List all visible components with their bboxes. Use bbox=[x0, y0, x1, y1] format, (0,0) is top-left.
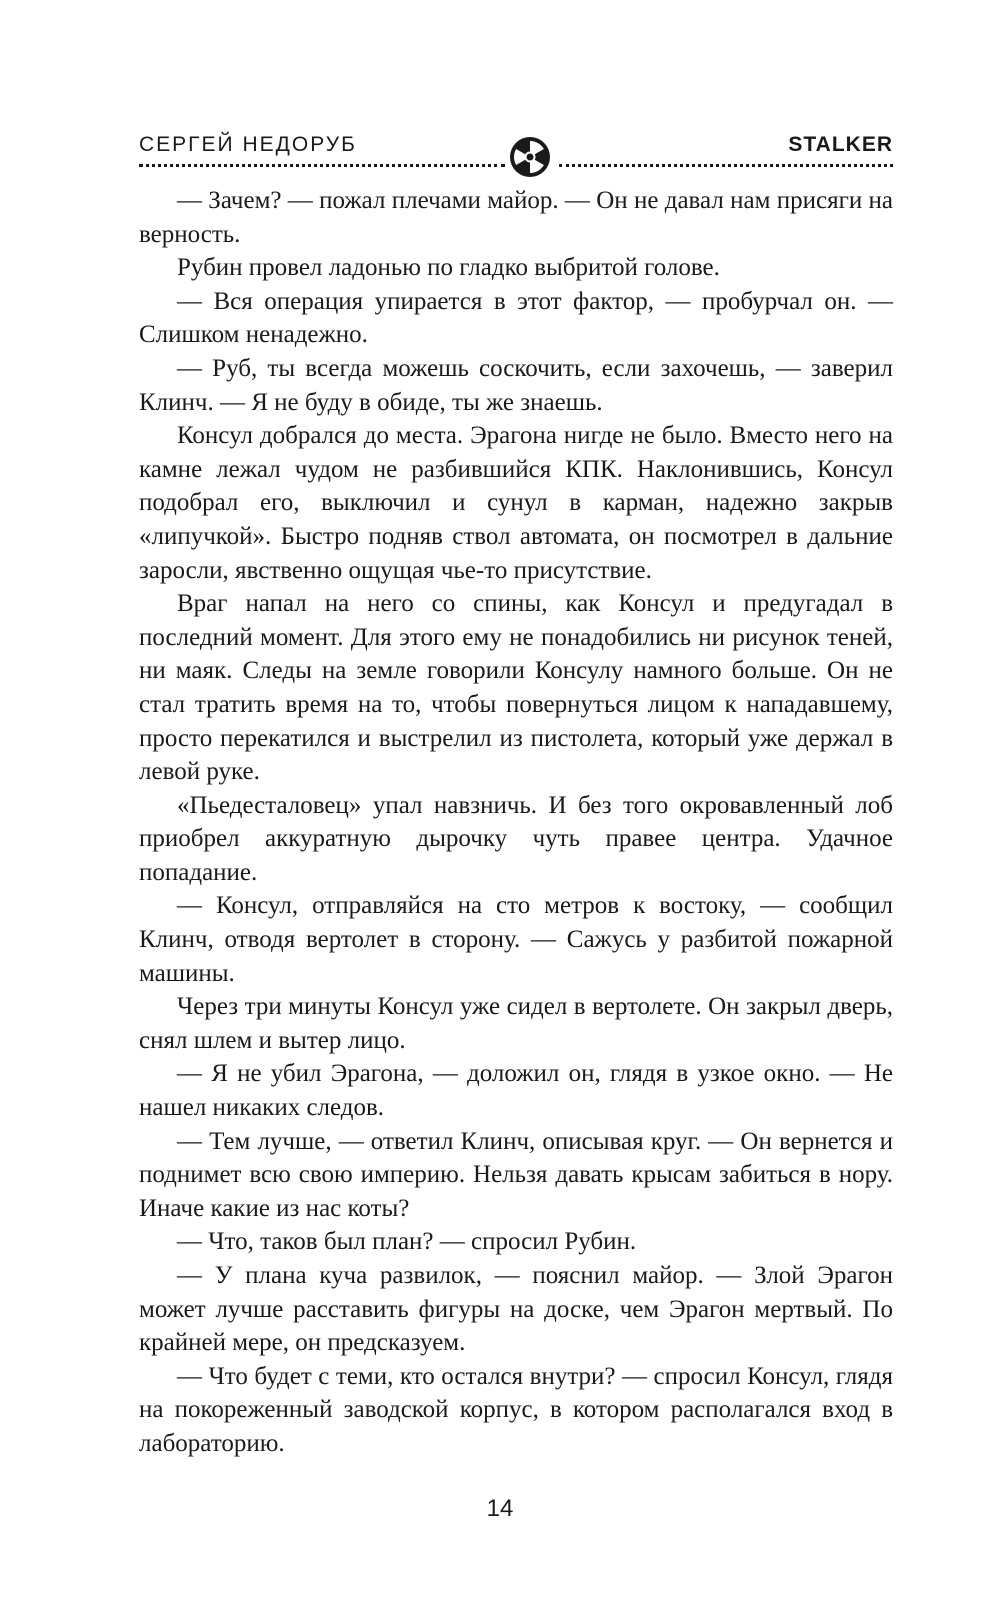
header-dotted-rule-right bbox=[559, 164, 893, 167]
paragraph: Враг напал на него со спины, как Консул и предугадал в последний момент. Для этого ему не понадобились ни рисунок теней, ни маяк. Следы на земле говорили Консулу намного больше. Он не стал тратить время на то, чтобы повернуться лицом к нападавшему, просто перекатился и выстрелил из пистолета, который уже держал в левой руке. bbox=[139, 590, 893, 786]
paragraph: — Что, таков был план? — спросил Рубин. bbox=[177, 1228, 637, 1256]
paragraph: — Вся операция упирается в этот фактор, — пробурчал он. — Слишком ненадежно. bbox=[139, 287, 893, 349]
radiation-icon bbox=[509, 136, 551, 178]
body-text bbox=[139, 184, 893, 1461]
page-number: 14 bbox=[486, 1495, 514, 1522]
paragraph: — Руб, ты всегда можешь соскочить, если захочешь, — заверил Клинч. — Я не буду в обиде, ты же знаешь. bbox=[139, 354, 893, 416]
paragraph: Консул добрался до места. Эрагона нигде не было. Вместо него на камне лежал чудом не разбившийся КПК. Наклонившись, Консул подобрал его, выключил и сунул в карман, надежно закрыв «липучкой». Быстро подняв ствол автомата, он посмотрел в дальние заросли, явственно ощущая чье-то присутствие. bbox=[139, 422, 893, 584]
paragraph: — У плана куча развилок, — пояснил майор. — Злой Эрагон может лучше расставить фигуры на доске, чем Эрагон мертвый. По крайней мере, он предсказуем. bbox=[139, 1262, 893, 1357]
paragraph: Рубин провел ладонью по гладко выбритой голове. bbox=[177, 254, 720, 282]
paragraph: — Я не убил Эрагона, — доложил он, глядя в узкое окно. — Не нашел никаких следов. bbox=[139, 1060, 893, 1122]
paragraph: Через три минуты Консул уже сидел в вертолете. Он закрыл дверь, снял шлем и вытер лицо. bbox=[139, 993, 893, 1054]
paragraph: — Зачем? — пожал плечами майор. — Он не давал нам присяги на верность. bbox=[139, 187, 893, 248]
paragraph: — Тем лучше, — ответил Клинч, описывая круг. — Он вернется и поднимет всю свою империю. Нельзя давать крысам забиться в нору. Иначе какие из нас коты? bbox=[139, 1127, 893, 1222]
paragraph: — Что будет с теми, кто остался внутри? — спросил Консул, глядя на покореженный заводской корпус, в котором располагался вход в лабораторию. bbox=[139, 1362, 893, 1457]
author-name: СЕРГЕЙ НЕДОРУБ bbox=[139, 133, 357, 156]
running-header bbox=[139, 133, 893, 175]
series-title: STALKER bbox=[788, 133, 893, 156]
paragraph: — Консул, отправляйся на сто метров к востоку, — сообщил Клинч, отводя вертолет в сторону. — Сажусь у разбитой пожарной машины. bbox=[139, 892, 893, 987]
paragraph: «Пьедесталовец» упал навзничь. И без того окровавленный лоб приобрел аккуратную дырочку чуть правее центра. Удачное попадание. bbox=[139, 791, 893, 886]
header-dotted-rule-left bbox=[139, 164, 505, 167]
